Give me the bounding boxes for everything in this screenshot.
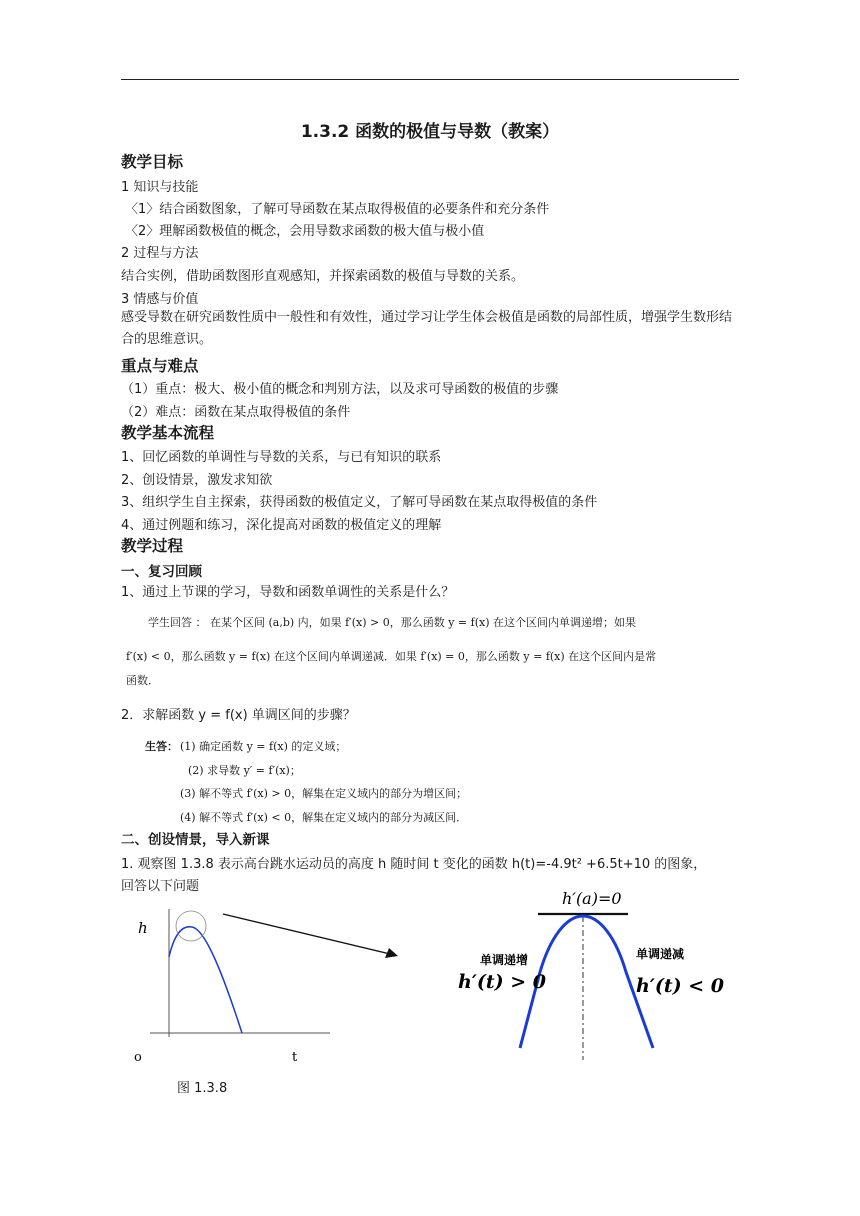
answer-2-step: (3) 解不等式 f′(x) > 0，解集在定义域内的部分为增区间； xyxy=(180,787,468,800)
objective-item: 结合实例，借助函数图形直观感知，并探索函数的极值与导数的关系。 xyxy=(121,269,525,284)
tangent-label: h′(a)=0 xyxy=(562,889,622,908)
objective-item: 3 情感与价值 xyxy=(121,292,199,307)
peak-highlight-circle xyxy=(176,911,206,941)
answer-2-step: (2) 求导数 y′ = f′(x)； xyxy=(188,764,301,777)
question-1: 1、通过上节课的学习，导数和函数单调性的关系是什么？ xyxy=(121,585,455,600)
flow-item: 3、组织学生自主探索，获得函数的极值定义，了解可导函数在某点取得极值的条件 xyxy=(121,495,598,510)
decreasing-label: 单调递减 xyxy=(636,947,685,961)
objective-item: 2 过程与方法 xyxy=(121,246,199,261)
answer-1-line-2: f′(x) < 0，那么函数 y = f(x) 在这个区间内单调递减．如果 f′(x) = 0，那么函数 y = f(x) 在这个区间内是常 xyxy=(126,650,657,663)
y-axis-label: h xyxy=(138,919,148,937)
section-heading-objectives: 教学目标 xyxy=(121,153,184,171)
section-heading-flow: 教学基本流程 xyxy=(121,424,215,442)
increasing-label: 单调递增 xyxy=(480,953,529,967)
answer-1-line-1: 学生回答 ： 在某个区间 (a,b) 内，如果 f′(x) > 0，那么函数 y = f(x) 在这个区间内单调递增；如果 xyxy=(148,616,636,629)
flow-item: 2、创设情景，激发求知欲 xyxy=(121,473,273,488)
subsection-heading-review: 一、复习回顾 xyxy=(121,564,202,580)
objective-item: 感受导数在研究函数性质中一般性和有效性，通过学习让学生体会极值是函数的局部性质，增强学生数形结合的思维意识。 xyxy=(121,310,733,347)
question-2: 2．求解函数 y = f(x) 单调区间的步骤？ xyxy=(121,708,356,723)
increasing-condition: h′(t) > 0 xyxy=(458,971,546,993)
answer-2-label: 生答： xyxy=(145,740,178,753)
objective-item: 1 知识与技能 xyxy=(121,180,199,195)
flow-item: 1、回忆函数的单调性与导数的关系，与已有知识的联系 xyxy=(121,450,442,465)
origin-label: o xyxy=(134,1050,142,1065)
zoom-arrow xyxy=(215,905,405,965)
answer-1-line-3: 函数． xyxy=(126,674,159,687)
key-point-item: （2）难点：函数在某点取得极值的条件 xyxy=(121,405,351,420)
page-title: 1.3.2 函数的极值与导数（教案） xyxy=(300,122,560,142)
objective-item: 〈2〉理解函数极值的概念，会用导数求函数的极大值与极小值 xyxy=(125,224,485,239)
peak-zoom-graph xyxy=(450,880,730,1060)
section-heading-key-points: 重点与难点 xyxy=(121,357,199,375)
subsection-heading-intro: 二、创设情景，导入新课 xyxy=(121,832,270,848)
observe-text-line-2: 回答以下问题 xyxy=(121,879,200,894)
decreasing-condition: h′(t) < 0 xyxy=(636,975,724,997)
answer-2-step: (1) 确定函数 y = f(x) 的定义域； xyxy=(180,740,347,753)
flow-item: 4、通过例题和练习，深化提高对函数的极值定义的理解 xyxy=(121,518,442,533)
observe-text-line-1: 1. 观察图 1.3.8 表示高台跳水运动员的高度 h 随时间 t 变化的函数 h(t)=-4.9t² +6.5t+10 的图象， xyxy=(121,857,707,872)
objective-item: 〈1〉结合函数图象，了解可导函数在某点取得极值的必要条件和充分条件 xyxy=(125,202,550,217)
figure-caption: 图 1.3.8 xyxy=(177,1081,228,1096)
answer-2-step: (4) 解不等式 f′(x) < 0，解集在定义域内的部分为减区间． xyxy=(180,811,468,824)
key-point-item: （1）重点：极大、极小值的概念和判别方法，以及求可导函数的极值的步骤 xyxy=(121,382,559,397)
section-heading-process: 教学过程 xyxy=(121,537,184,555)
x-axis-label: t xyxy=(292,1050,298,1065)
header-rule xyxy=(121,79,739,80)
